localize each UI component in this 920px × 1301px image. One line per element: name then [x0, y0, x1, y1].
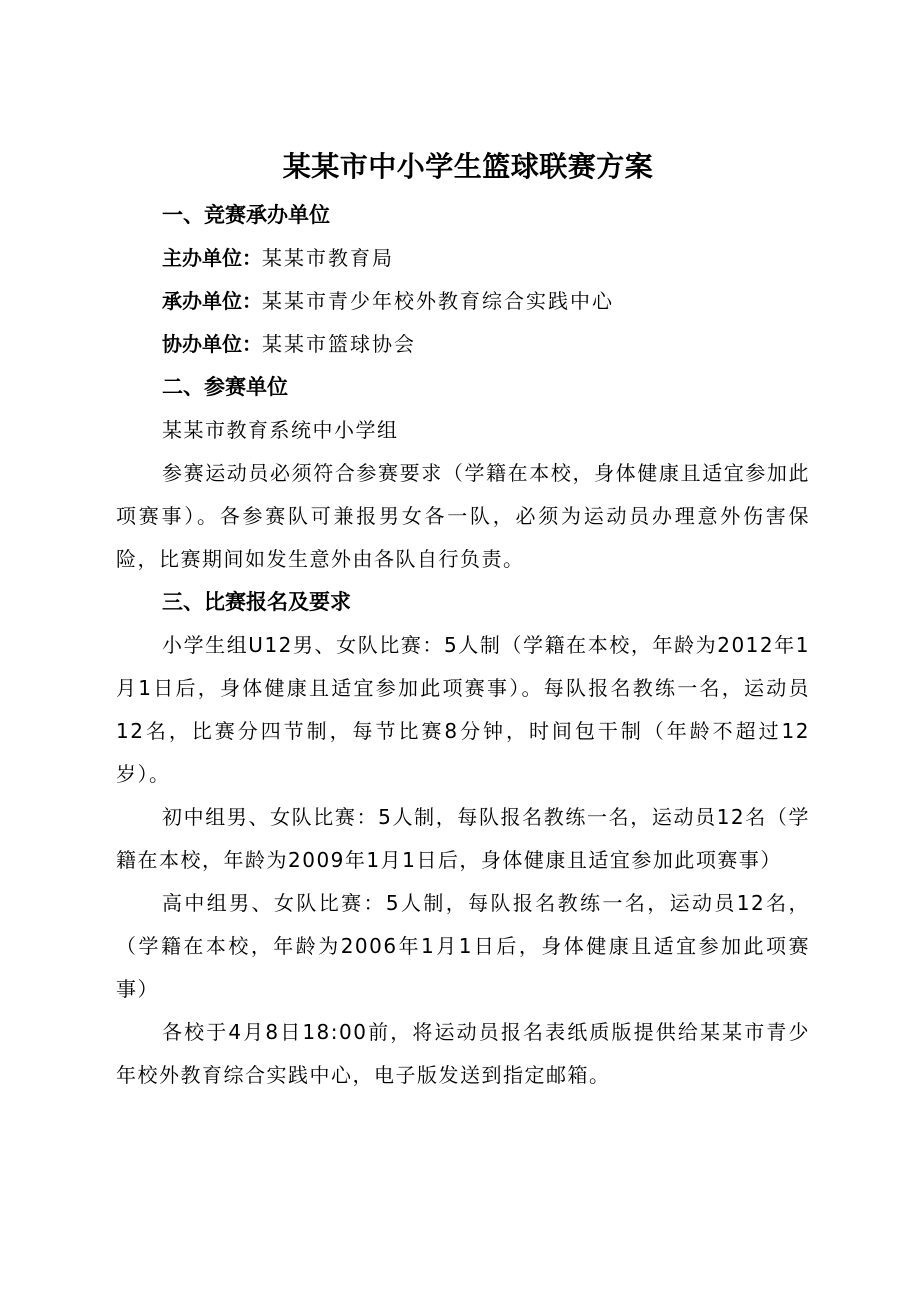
- host-line: [116, 280, 810, 323]
- host-value: 某某市青少年校外教育综合实践中心: [262, 289, 614, 313]
- organizer-value: 某某市教育局: [262, 246, 394, 270]
- section-heading-registration: 三、比赛报名及要求: [162, 590, 351, 614]
- co-organizer-line: [116, 323, 810, 366]
- document-title: 某某市中小学生篮球联赛方案: [282, 150, 654, 183]
- registration-paragraph-primary: 小学生组U12男、女队比赛：5人制（学籍在本校，年龄为2012年1月1日后，身体健康且适宜参加此项赛事）。每队报名教练一名，运动员12名，比赛分四节制，每节比赛8分钟，时间包干制（年龄不超过12岁）。: [116, 633, 810, 786]
- organizer-label: 主办单位：: [162, 246, 262, 270]
- registration-paragraph-senior: 高中组男、女队比赛：5人制，每队报名教练一名，运动员12名，（学籍在本校，年龄为2006年1月1日后，身体健康且适宜参加此项赛事）: [116, 891, 810, 1001]
- organizer-line: [116, 237, 810, 280]
- registration-paragraph-deadline: 各校于4月8日18:00前，将运动员报名表纸质版提供给某某市青少年校外教育综合实践中心，电子版发送到指定邮箱。: [116, 1020, 810, 1087]
- document-body: [116, 146, 810, 1097]
- host-label: 承办单位：: [162, 289, 262, 313]
- section-heading-organizers: 一、竞赛承办单位: [162, 203, 330, 227]
- participants-paragraph-1: 某某市教育系统中小学组: [162, 418, 399, 442]
- co-organizer-value: 某某市篮球协会: [262, 332, 416, 356]
- participants-paragraph-2: 参赛运动员必须符合参赛要求（学籍在本校，身体健康且适宜参加此项赛事）。各参赛队可兼报男女各一队，必须为运动员办理意外伤害保险，比赛期间如发生意外由各队自行负责。: [116, 461, 810, 571]
- co-organizer-label: 协办单位：: [162, 332, 262, 356]
- section-heading-participants: 二、参赛单位: [162, 375, 288, 399]
- registration-paragraph-junior: 初中组男、女队比赛：5人制，每队报名教练一名，运动员12名（学籍在本校，年龄为2009年1月1日后，身体健康且适宜参加此项赛事）: [116, 805, 810, 872]
